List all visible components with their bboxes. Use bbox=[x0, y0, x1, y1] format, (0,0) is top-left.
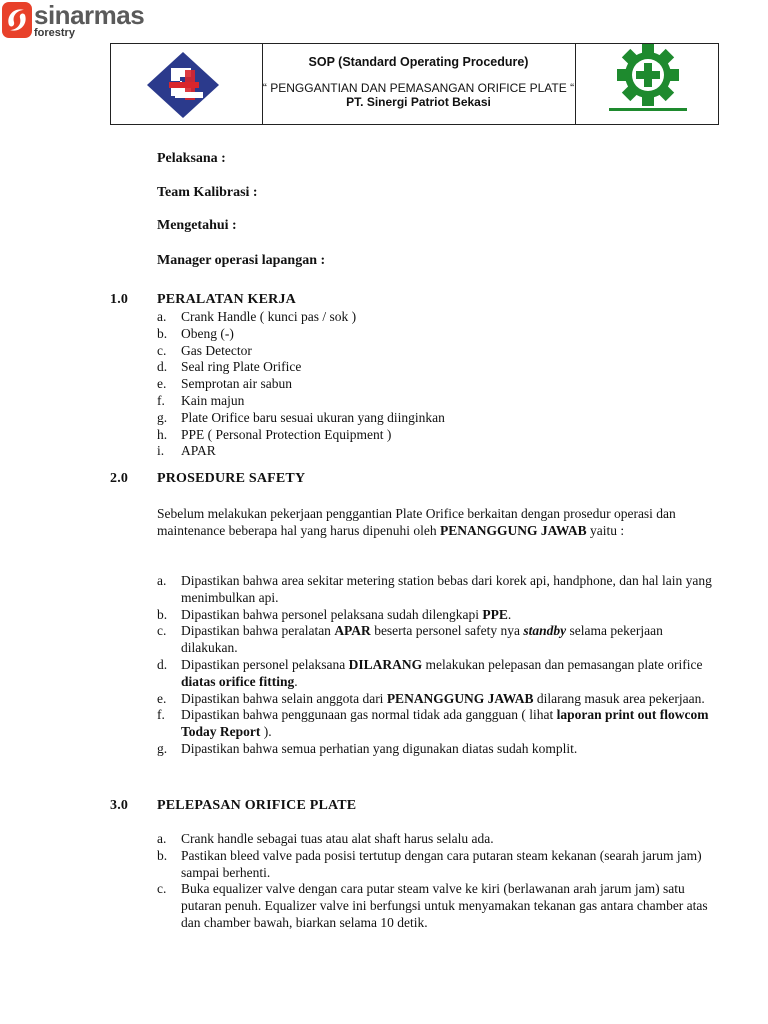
list-item: b. Pastikan bleed valve pada posisi tertutup dengan cara putaran steam kekanan (searah jarum jam) sampai berhenti. bbox=[157, 847, 702, 880]
sinarmas-swirl-icon bbox=[2, 2, 32, 38]
sop-title: SOP (Standard Operating Procedure) bbox=[308, 55, 529, 69]
list-item: c. Gas Detector bbox=[157, 342, 252, 358]
list-item: f. Dipastikan bahwa penggunaan gas normal tidak ada gangguan ( lihat laporan print out flowcom Today Report ). bbox=[157, 707, 709, 740]
company-diamond-logo-icon bbox=[111, 44, 262, 124]
section-title: PERALATAN KERJA bbox=[157, 292, 296, 307]
header-table bbox=[110, 43, 719, 125]
list-item: g. Plate Orifice baru sesuai ukuran yang diinginkan bbox=[157, 409, 445, 425]
list-item: g. Dipastikan bahwa semua perhatian yang digunakan diatas sudah komplit. bbox=[157, 740, 578, 756]
header-title-cell bbox=[262, 44, 576, 124]
list-item: d. Dipastikan personel pelaksana DILARANG melakukan pelepasan dan pemasangan plate orifice diatas orifice fitting. bbox=[157, 656, 703, 689]
list-item: b. Obeng (-) bbox=[157, 325, 234, 341]
release-procedure-list bbox=[157, 831, 722, 932]
list-item: a. Dipastikan bahwa area sekitar metering station bebas dari korek api, handphone, dan hal lain yang menimbulkan api. bbox=[157, 573, 712, 605]
signature-pelaksana: Pelaksana : bbox=[157, 151, 226, 166]
section-number: 2.0 bbox=[110, 471, 129, 486]
signature-team-kalibrasi: Team Kalibrasi : bbox=[157, 185, 258, 200]
list-item: i. APAR bbox=[157, 443, 216, 459]
section-title: PELEPASAN ORIFICE PLATE bbox=[157, 798, 357, 813]
equipment-list bbox=[157, 309, 722, 460]
list-item: e. Dipastikan bahwa selain anggota dari PENANGGUNG JAWAB dilarang masuk area pekerjaan. bbox=[157, 690, 705, 706]
brand-sub: forestry bbox=[34, 27, 75, 39]
signature-manager: Manager operasi lapangan : bbox=[157, 253, 326, 268]
list-item: e. Semprotan air sabun bbox=[157, 376, 292, 392]
section-title: PROSEDURE SAFETY bbox=[157, 471, 306, 486]
list-item: c. Buka equalizer valve dengan cara putar steam valve ke kiri (berlawanan arah jarum jam) satu putaran penuh. Equalizer valve ini berfungsi untuk menyamakan tekanan gas antara chamber atas dan chamber bawah, biarkan selama 10 detik. bbox=[157, 881, 708, 930]
safety-list bbox=[157, 573, 722, 758]
section-number: 1.0 bbox=[110, 292, 129, 307]
list-item: b. Dipastikan bahwa personel pelaksana sudah dilengkapi PPE. bbox=[157, 606, 512, 622]
safety-gear-cross-icon bbox=[576, 44, 718, 124]
signature-mengetahui: Mengetahui : bbox=[157, 218, 237, 233]
list-item: h. PPE ( Personal Protection Equipment ) bbox=[157, 426, 392, 442]
company-name: PT. Sinergi Patriot Bekasi bbox=[346, 95, 491, 109]
safety-intro-paragraph: Sebelum melakukan pekerjaan penggantian Plate Orifice berkaitan dengan prosedur operasi dan maintenance beberapa hal yang harus dipenuhi oleh PENANGGUNG JAWAB yaitu : bbox=[157, 506, 676, 538]
list-item: f. Kain majun bbox=[157, 392, 245, 408]
sop-subject: “ PENGGANTIAN DAN PEMASANGAN ORIFICE PLATE “ bbox=[262, 81, 575, 95]
list-item: c. Dipastikan bahwa peralatan APAR beserta personel safety nya standby selama pekerjaan dilakukan. bbox=[157, 623, 663, 656]
list-item: a. Crank Handle ( kunci pas / sok ) bbox=[157, 309, 357, 324]
list-item: d. Seal ring Plate Orifice bbox=[157, 359, 302, 375]
header-left-cell bbox=[111, 44, 263, 124]
list-item: a. Crank handle sebagai tuas atau alat shaft harus selalu ada. bbox=[157, 831, 494, 846]
header-right-cell bbox=[576, 44, 718, 124]
section-number: 3.0 bbox=[110, 798, 129, 813]
brand-name: sinarmas bbox=[34, 0, 145, 30]
brand-logo bbox=[0, 0, 145, 40]
